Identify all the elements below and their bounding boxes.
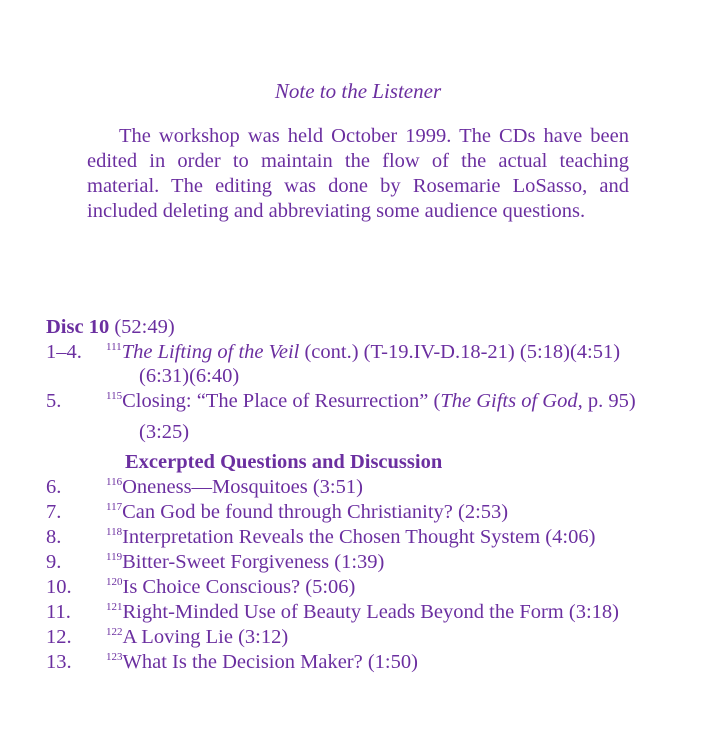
note-body: The workshop was held October 1999. The CDs have been edited in order to maintain the flow of the actual teaching material. The editing was done by Rosemarie LoSasso, and included deleting and abbreviating some audience questions.: [87, 125, 629, 222]
footnote-marker: 118: [106, 526, 123, 538]
question-title: [106, 550, 384, 575]
question-number: 11.: [46, 601, 71, 623]
track-continuation: (3:25): [139, 421, 190, 443]
footnote-marker: 122: [106, 626, 123, 638]
disc-heading: [46, 315, 175, 340]
track-title: [106, 389, 636, 414]
excerpt-heading: Excerpted Questions and Discussion: [125, 451, 443, 473]
footnote-marker: 120: [106, 576, 123, 588]
track-number: 1–4.: [46, 341, 82, 363]
track-title-italic: The Gifts of God,: [440, 390, 583, 412]
question-title: [106, 600, 619, 625]
question-title: [106, 650, 418, 675]
question-title: [106, 525, 595, 550]
track-title: [106, 340, 620, 365]
question-title-text: A Loving Lie (3:12): [122, 626, 289, 648]
question-title-text: Interpretation Reveals the Chosen Thought System (4:06): [122, 526, 596, 548]
footnote-marker: 111: [106, 341, 122, 353]
track-continuation: (6:31)(6:40): [139, 365, 240, 387]
track-number: 5.: [46, 390, 62, 412]
question-number: 13.: [46, 651, 72, 673]
footnote-marker: 121: [106, 601, 123, 613]
track-title-rest: (cont.) (T-19.IV-D.18-21) (5:18)(4:51): [299, 341, 621, 363]
footnote-marker: 116: [106, 476, 123, 488]
footnote-marker: 117: [106, 501, 123, 513]
question-title-text: Bitter-Sweet Forgiveness (1:39): [122, 551, 385, 573]
question-title: [106, 575, 355, 600]
track-title-italic: The Lifting of the Veil: [121, 341, 300, 363]
disc-duration: (52:49): [114, 316, 175, 338]
question-number: 6.: [46, 476, 62, 498]
question-title: [106, 500, 508, 525]
question-number: 8.: [46, 526, 62, 548]
track-title-pre: Closing: “The Place of Resurrection” (: [122, 390, 441, 412]
question-number: 9.: [46, 551, 62, 573]
track-title-post: p. 95): [582, 390, 636, 412]
note-title: Note to the Listener: [274, 79, 442, 103]
question-title-text: Can God be found through Christianity? (2:53): [122, 501, 509, 523]
question-number: 7.: [46, 501, 62, 523]
question-title-text: What Is the Decision Maker? (1:50): [122, 651, 418, 673]
question-title-text: Right-Minded Use of Beauty Leads Beyond the Form (3:18): [122, 601, 619, 623]
question-title: [106, 475, 363, 500]
footnote-marker: 119: [106, 551, 123, 563]
question-number: 12.: [46, 626, 72, 648]
question-title-text: Oneness—Mosquitoes (3:51): [122, 476, 363, 498]
disc-label: Disc 10: [46, 316, 110, 338]
footnote-marker: 123: [106, 651, 123, 663]
question-title-text: Is Choice Conscious? (5:06): [122, 576, 356, 598]
question-title: [106, 625, 288, 650]
question-number: 10.: [46, 576, 72, 598]
footnote-marker: 115: [106, 390, 123, 402]
